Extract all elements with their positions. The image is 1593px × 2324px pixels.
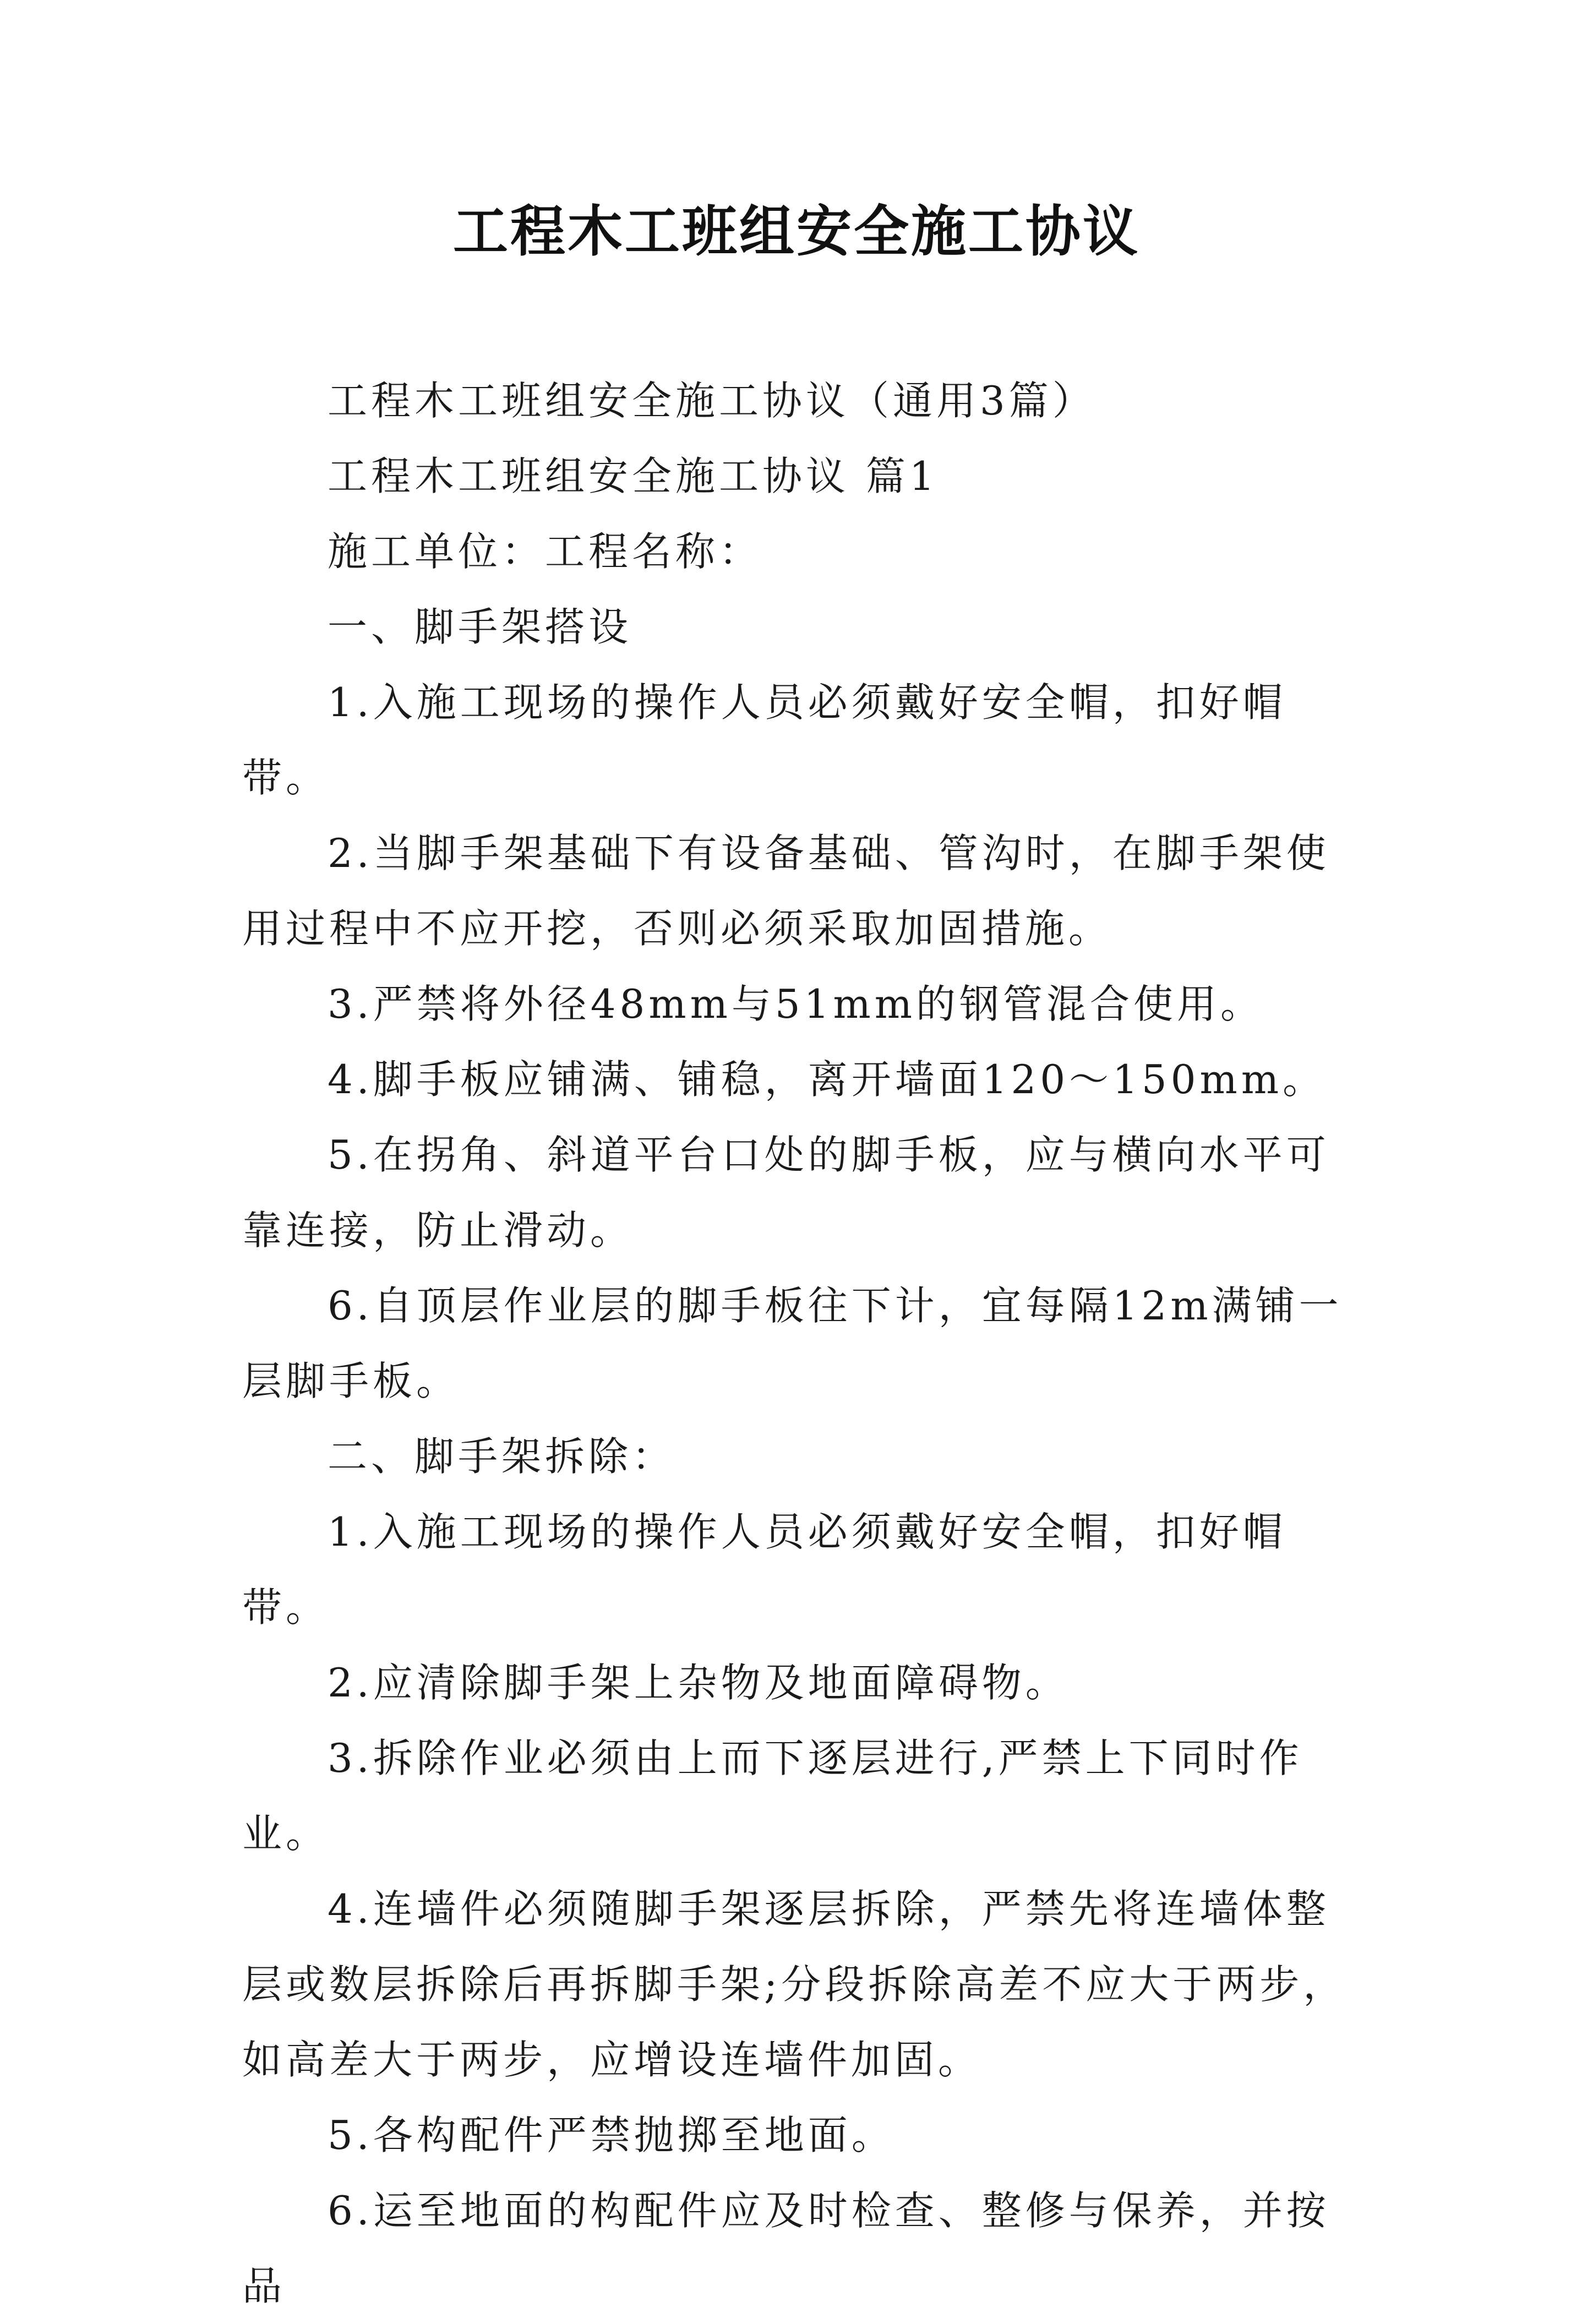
- section-heading: 工程木工班组安全施工协议 篇1: [328, 453, 939, 499]
- section-heading-removal: 二、脚手架拆除：: [328, 1433, 676, 1480]
- removal-item-5: 5.各构配件严禁抛掷至地面。: [328, 2112, 895, 2158]
- document-title: 工程木工班组安全施工协议: [453, 199, 1140, 264]
- unit-name-line: 施工单位：工程名称：: [328, 528, 763, 575]
- removal-item-4: 4.连墙件必须随脚手架逐层拆除，严禁先将连墙体整层或数层拆除后再拆脚手架;分段拆除高差不应大于两步，如高差大于两步，应增设连墙件加固。: [242, 1886, 1347, 2083]
- setup-item-4: 4.脚手板应铺满、铺稳，离开墙面120～150mm。: [328, 1056, 1327, 1103]
- setup-item-6: 6.自顶层作业层的脚手板往下计，宜每隔12m满铺一层脚手板。: [242, 1283, 1343, 1404]
- setup-item-5: 5.在拐角、斜道平台口处的脚手板，应与横向水平可靠连接，防止滑动。: [242, 1132, 1330, 1253]
- removal-item-1: 1.入施工现场的操作人员必须戴好安全帽，扣好帽带。: [242, 1509, 1286, 1630]
- setup-item-2: 2.当脚手架基础下有设备基础、管沟时，在脚手架使用过程中不应开挖，否则必须采取加固措施。: [242, 830, 1330, 952]
- removal-item-6: 6.运至地面的构配件应及时检查、整修与保养，并按品: [242, 2187, 1330, 2309]
- subtitle-paragraph: 工程木工班组安全施工协议（通用3篇）: [328, 378, 1096, 424]
- setup-item-3: 3.严禁将外径48mm与51mm的钢管混合使用。: [328, 981, 1264, 1027]
- removal-item-3: 3.拆除作业必须由上而下逐层进行,严禁上下同时作业。: [242, 1735, 1303, 1857]
- removal-item-2: 2.应清除脚手架上杂物及地面障碍物。: [328, 1660, 1069, 1706]
- section-heading-setup: 一、脚手架搭设: [328, 604, 632, 650]
- document-body: [242, 363, 1365, 2324]
- setup-item-1: 1.入施工现场的操作人员必须戴好安全帽，扣好帽带。: [242, 679, 1286, 801]
